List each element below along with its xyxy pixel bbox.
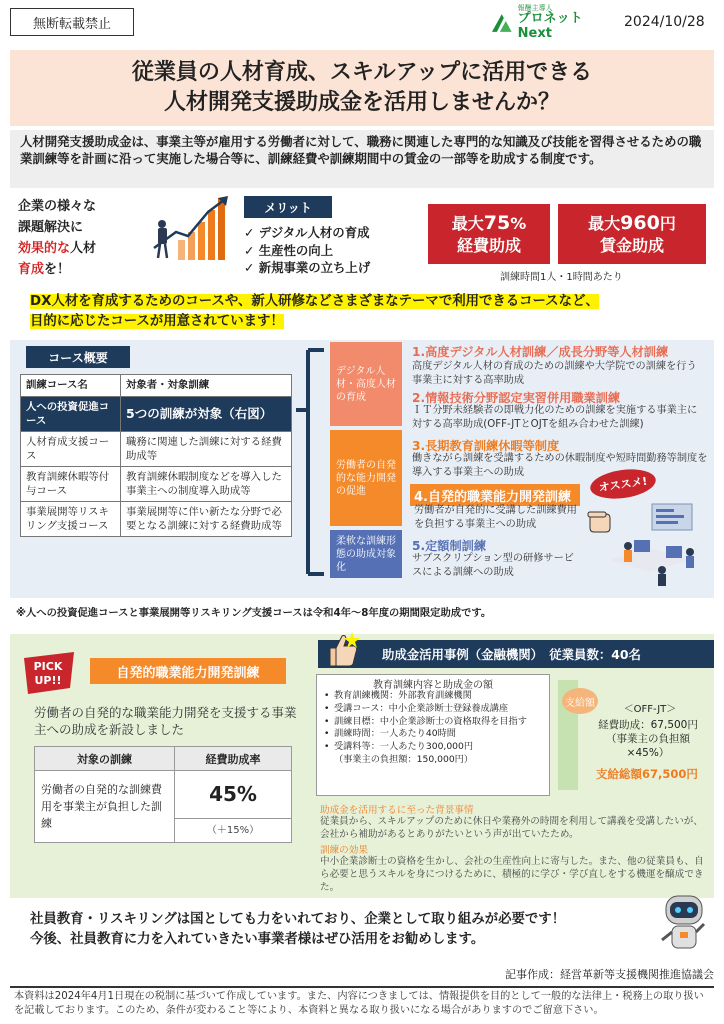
- merit-label: 新規事業の立ち上げ: [258, 260, 371, 275]
- course-target: 教育訓練休暇制度などを導入した事業主への制度導入助成等: [121, 467, 292, 502]
- pointing-hand-icon: [586, 506, 616, 536]
- title-banner: [10, 50, 714, 126]
- lead-text-part: 人材: [70, 241, 97, 256]
- column-header: 対象者・対象訓練: [121, 375, 292, 397]
- wage-subsidy-box: [558, 204, 706, 264]
- robot-mascot-icon: [654, 890, 714, 956]
- divider: [10, 986, 714, 988]
- course-target: 職務に関連した訓練に対する経費助成等: [121, 432, 292, 467]
- merit-item: ✓ 生産性の向上: [244, 242, 334, 258]
- course-name: 人への投資促進コース: [21, 397, 121, 432]
- lead-line: 企業の様々な: [18, 199, 97, 214]
- pickup-rate-plus: （＋15%）: [175, 819, 292, 843]
- growth-chart-illustration-icon: [148, 190, 236, 262]
- payment-detail: [590, 718, 706, 760]
- table-header-row: [21, 375, 292, 397]
- merit-list: [244, 224, 370, 277]
- payment-total: 支給総額67,500円: [596, 767, 698, 781]
- company-logo: [490, 4, 620, 41]
- intro-text: 人材開発支援助成金は、事業主等が雇用する労働者に対して、職務に関連した専門的な知識及び技能を習得させるための職業訓練等を計画に沿って実施した場合等に、訓練経費や訓練期間中の賃金の一部等を助成する制度です。: [10, 130, 714, 188]
- merit-heading: メリット: [244, 196, 332, 218]
- case-detail-list: [324, 690, 546, 767]
- training-desc-4: 労働者が自発的に受講した訓練費用を負担する事業主への助成: [414, 505, 577, 530]
- lead-emphasis: 効果的な: [18, 241, 71, 256]
- category-digital: デジタル人材・高度人材の育成: [330, 342, 402, 426]
- training-desc-5: サブスクリプション型の研修サービスによる訓練への助成: [412, 553, 574, 578]
- lead-text: [18, 196, 118, 280]
- list-item: • 受講コース：中小企業診断士登録養成講座: [324, 703, 546, 716]
- list-item: • 教育訓練機関：外部教育訓練機関: [324, 690, 546, 703]
- list-item: • 受講料等：一人あたり300,000円: [324, 741, 546, 754]
- merit-label: デジタル人材の育成: [258, 225, 370, 240]
- offjt-label: ＜OFF-JT＞: [623, 704, 677, 715]
- lead-line: 課題解決に: [18, 220, 84, 235]
- recommend-badge: オススメ!: [588, 466, 657, 503]
- column-header: 経費助成率: [175, 747, 292, 771]
- expense-max: 最大75%: [451, 211, 527, 234]
- expense-label: 経費助成: [456, 235, 521, 255]
- course-name: 人材育成支援コース: [21, 432, 121, 467]
- call-to-action: [30, 910, 670, 950]
- pickup-description: 労働者の自発的な職業能力開発を支援する事業主への助成を新設しました: [34, 705, 297, 737]
- pickup-heading: 自発的職業能力開発訓練: [90, 658, 286, 684]
- lead-line: [18, 259, 118, 280]
- training-title-3: 3.長期教育訓練休暇等制度: [412, 439, 560, 453]
- list-item: • 訓練目標：中小企業診断士の資格取得を目指す: [324, 716, 546, 729]
- course-target: 5つの訓練が対象（右図）: [121, 397, 292, 432]
- course-overview-heading: コース概要: [26, 346, 130, 368]
- column-header: 対象の訓練: [35, 747, 175, 771]
- pickup-target: 労働者の自発的な訓練費用を事業主が負担した訓練: [35, 771, 175, 843]
- table-header-row: [35, 747, 292, 771]
- pickup-rate: 45%: [175, 771, 292, 819]
- table-row: [21, 502, 292, 537]
- cta-line: 今後、社員教育に力を入れていきたい事業者様はぜひ活用をお勧めします。: [30, 932, 485, 947]
- cta-line: 社員教育・リスキリングは国としても力をいれており、企業として取り組みが必要です！: [30, 912, 566, 927]
- training-title-5: 5.定額制訓練: [412, 539, 487, 553]
- no-reprint-badge: 無断転載禁止: [10, 8, 134, 36]
- lead-emphasis: 育成: [18, 262, 45, 277]
- publish-date: 2024/10/28: [624, 14, 705, 30]
- payment-line: 経費助成：67,500円: [598, 719, 698, 731]
- background-heading: 助成金を活用するに至った背景事情: [320, 805, 474, 816]
- pickup-table: [34, 746, 292, 843]
- logo-tagline: 報酬主導人: [517, 4, 553, 13]
- table-row: [21, 397, 292, 432]
- title-line-2: 人材開発支援助成金を活用しませんか？: [163, 90, 560, 115]
- course-target: 事業展開等に伴い新たな分野で必要となる訓練に対する経費助成等: [121, 502, 292, 537]
- list-item: • 訓練時間：一人あたり40時間: [324, 728, 546, 741]
- course-name: 教育訓練休暇等付与コース: [21, 467, 121, 502]
- logo-mark-icon: [490, 12, 514, 34]
- effect-text: 中小企業診断士の資格を生かし、会社の生産性向上に寄与した。また、他の従業員も、自ら必要と思うスキルを身につけるために、積極的に学び・学び直しをする機運を醸成できた。: [320, 856, 704, 893]
- wage-max: 最大960円: [588, 211, 676, 234]
- category-voluntary: 労働者の自発的な能力開発の促進: [330, 430, 402, 526]
- highlight-line: DX人材を育成するためのコースや、新人研修などさまざまなテーマで利用できるコースなど、: [30, 294, 599, 309]
- pickup-badge-text: PICK: [33, 660, 63, 673]
- author-credit: 記事作成：経営革新等支援機関推進協議会: [505, 968, 714, 981]
- course-table: [20, 374, 292, 537]
- pickup-badge-text: UP!!: [34, 674, 62, 687]
- wage-note: 訓練時間1人・1時間あたり: [500, 272, 623, 283]
- merit-item: ✓ 新規事業の立ち上げ: [244, 260, 371, 275]
- training-desc-3: 働きながら訓練を受講するための休暇制度や短時間勤務等制度を導入する事業主への助成: [412, 453, 708, 478]
- pickup-badge-icon: [18, 648, 80, 698]
- training-title-4: 4.自発的職業能力開発訓練: [410, 484, 580, 506]
- course-name: 事業展開等リスキリング支援コース: [21, 502, 121, 537]
- case-heading: 助成金活用事例（金融機関） 従業員数：40名: [318, 640, 714, 668]
- merit-label: 生産性の向上: [258, 242, 334, 258]
- highlight-line: 目的に応じたコースが用意されています！: [30, 314, 284, 329]
- case-box-heading: 教育訓練内容と助成金の額: [373, 680, 493, 691]
- training-desc-2: ＩＴ分野未経験者の即戦力化のための訓練を実施する事業主に対する高率助成(OFF-JTとOJTを組み合わせた訓練): [412, 405, 698, 430]
- category-flexible: 柔軟な訓練形態の助成対象化: [330, 530, 402, 578]
- highlight-text: [30, 292, 700, 332]
- expense-subsidy-box: [428, 204, 550, 264]
- training-title-1: 1.高度デジタル人材訓練／成長分野等人材訓練: [412, 345, 669, 359]
- wage-label: 賃金助成: [599, 235, 664, 255]
- lead-line: [18, 238, 118, 259]
- column-header: 訓練コース名: [21, 375, 121, 397]
- thumbs-up-icon: [322, 630, 362, 670]
- payment-label: 支給額: [562, 688, 598, 714]
- disclaimer: 本資料は2024年4月1日現在の税制に基づいて作成しています。また、内容につきましては、情報提供を目的として一般的な法律上・税務上の取り扱いを記載しております。このため、条件が変わること等により、本資料と異なる取り扱いになる場合がありますのでご留意下さい。: [14, 991, 704, 1016]
- lead-text-part: を！: [44, 262, 71, 277]
- bracket-arrow-icon: [296, 348, 324, 576]
- table-row: [21, 432, 292, 467]
- list-subitem: （事業主の負担額：150,000円）: [334, 753, 474, 765]
- title-line-1: 従業員の人材育成、スキルアップに活用できる: [131, 60, 593, 85]
- table-row: [21, 467, 292, 502]
- table-row: [35, 771, 292, 819]
- effect-heading: 訓練の効果: [320, 845, 368, 856]
- limited-period-note: ※人への投資促進コースと事業展開等リスキリング支援コースは令和4年～8年度の期間限定助成です。: [16, 607, 492, 619]
- merit-item: ✓ デジタル人材の育成: [244, 225, 370, 240]
- background-text: 従業員から、スキルアップのために休日や業務外の時間を利用して講義を受講したいが、会社から補助があるとありがたいという声が出ていたため。: [320, 816, 703, 840]
- training-desc-1: 高度デジタル人材の育成のための訓練や大学院での訓練を行う事業主に対する高率助成: [412, 361, 697, 386]
- training-title-2: 2.情報技術分野認定実習併用職業訓練: [412, 391, 621, 405]
- payment-line: （事業主の負担額×45%）: [606, 733, 690, 759]
- logo-name: プロネット Next: [517, 11, 583, 41]
